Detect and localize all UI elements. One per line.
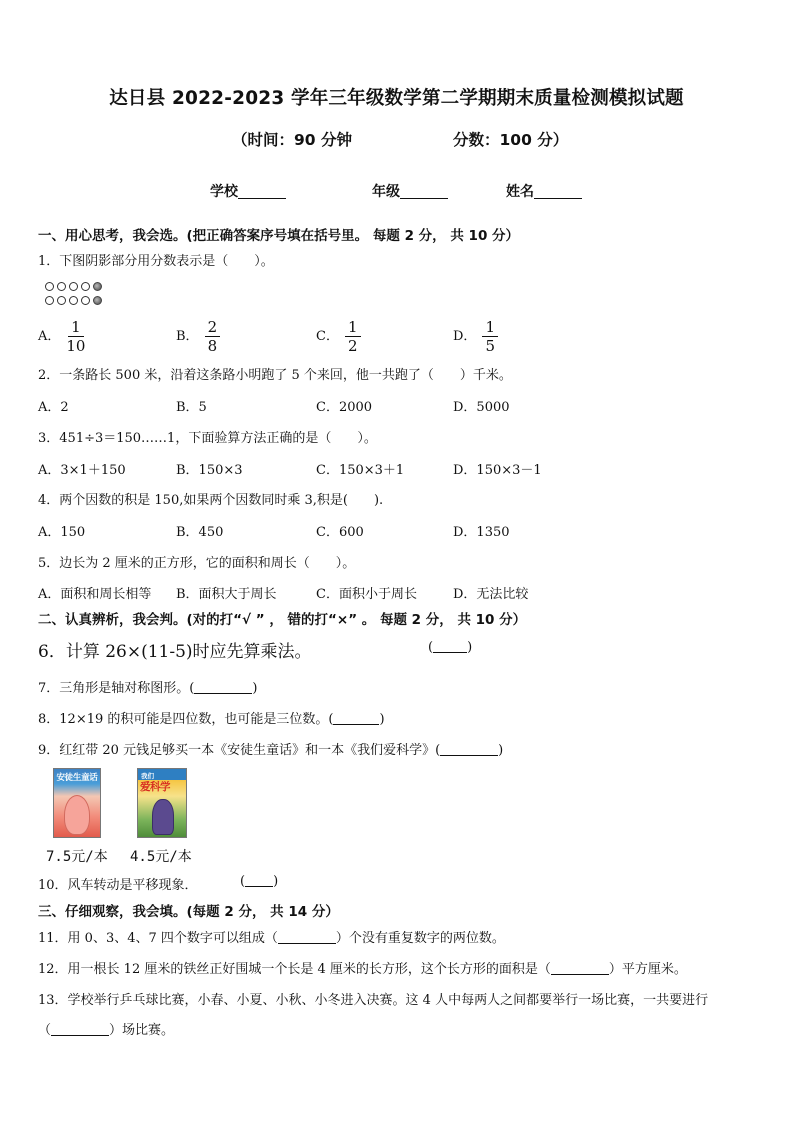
q12-text-b: ）平方厘米。 (608, 962, 687, 977)
question-5: 5．边长为 2 厘米的正方形，它的面积和周长（ ）。 (38, 556, 356, 571)
circle (57, 296, 66, 305)
fraction (66, 318, 85, 355)
q2-option-b: B．5 (176, 400, 207, 415)
question-2: 2．一条路长 500 米，沿着这条路小明跑了 5 个来回，他一共跑了（ ）千米。 (38, 368, 512, 383)
book1-price: 7.5元/本 (46, 849, 108, 865)
name-label: 姓名 (506, 184, 534, 200)
question-10: 10．风车转动是平移现象． (38, 878, 198, 893)
denominator: 8 (207, 337, 218, 355)
question-1: 1．下图阴影部分用分数表示是（ ）。 (38, 254, 274, 269)
blank-line (51, 1023, 109, 1036)
blank-line (333, 712, 379, 725)
blank-line (551, 962, 609, 975)
school-field (210, 181, 286, 201)
q11-text-b: ）个没有重复数字的两位数。 (335, 931, 505, 946)
q2-option-a: A．2 (38, 400, 69, 415)
blank-line (245, 874, 273, 887)
book2-price: 4.5元/本 (130, 849, 192, 865)
section-1-heading: 一、用心思考，我会选。(把正确答案序号填在括号里。 每题 2 分， 共 10 分） (38, 228, 520, 244)
fraction (205, 318, 221, 355)
grade-blank (400, 184, 448, 199)
blank-line (278, 931, 336, 944)
denominator: 2 (347, 337, 358, 355)
question-4: 4．两个因数的积是 150,如果两个因数同时乘 3,积是( ). (38, 493, 384, 508)
q1-option-a (38, 318, 85, 355)
option-label: D． (453, 329, 477, 344)
book2-title-main: 爱科学 (140, 781, 170, 793)
book2-title-top: 我们 (141, 772, 154, 780)
question-11 (38, 927, 505, 946)
q4-option-a: A．150 (38, 525, 86, 540)
numerator: 1 (68, 318, 84, 337)
q3-option-d: D．150×3－1 (453, 463, 542, 478)
name-blank (534, 184, 582, 199)
q1-option-b (176, 318, 220, 355)
q3-option-a: A．3×1＋150 (38, 463, 126, 478)
q12-text-a: 12．用一根长 12 厘米的铁丝正好围城一个长是 4 厘米的长方形，这个长方形的面积是（ (38, 962, 551, 977)
question-12 (38, 958, 687, 977)
q10-answer-blank: ( ) (240, 874, 279, 889)
name-field (506, 181, 582, 201)
q5-option-b: B．面积大于周长 (176, 587, 277, 602)
exam-title: 达日县 2022-2023 学年三年级数学第二学期期末质量检测模拟试题 (109, 88, 684, 109)
school-blank (238, 184, 286, 199)
question-13: 13．学校举行乒乓球比赛，小春、小夏、小秋、小冬进入决赛。这 4 人中每两人之间都要举行一场比赛，一共要进行 (38, 993, 709, 1008)
section-3-heading: 三、仔细观察，我会填。(每题 2 分， 共 14 分） (38, 904, 339, 920)
option-label: A． (38, 329, 61, 344)
blank-line (440, 743, 498, 756)
fraction (482, 318, 498, 355)
q1-option-c (316, 318, 361, 355)
grade-field (372, 181, 448, 201)
question-9: 9．红红带 20 元钱足够买一本《安徒生童话》和一本《我们爱科学》( ) (38, 743, 504, 758)
fraction (345, 318, 361, 355)
q4-option-c: C．600 (316, 525, 364, 540)
circles-row-2 (45, 296, 102, 305)
shaded-circle (93, 282, 102, 291)
grade-label: 年级 (372, 184, 400, 200)
denominator: 5 (485, 337, 495, 355)
q5-option-a: A．面积和周长相等 (38, 587, 152, 602)
circle (45, 296, 54, 305)
circle (57, 282, 66, 291)
book1-illustration (64, 795, 90, 835)
q5-option-c: C．面积小于周长 (316, 587, 417, 602)
book1-title: 安徒生童话 (56, 773, 98, 783)
circle (69, 296, 78, 305)
exam-score: 分数：100 分） (453, 131, 569, 149)
circle (45, 282, 54, 291)
q5-option-d: D．无法比较 (453, 587, 529, 602)
q3-option-c: C．150×3＋1 (316, 463, 405, 478)
numerator: 1 (482, 318, 498, 337)
circle (69, 282, 78, 291)
book-cover-andersen (53, 768, 101, 838)
option-label: B． (176, 329, 199, 344)
circle (81, 282, 90, 291)
blank-line (433, 640, 467, 653)
q2-option-d: D．5000 (453, 400, 510, 415)
option-label: C． (316, 329, 339, 344)
q6-answer-blank: ( ) (428, 640, 473, 655)
q4-option-d: D．1350 (453, 525, 510, 540)
question-13-cont: （ ）场比赛。 (38, 1023, 175, 1038)
numerator: 1 (345, 318, 361, 337)
numerator: 2 (205, 318, 221, 337)
exam-time: （时间：90 分钟 (232, 131, 352, 149)
q7-text: 7．三角形是轴对称图形。( (38, 681, 195, 696)
q1-option-d (453, 318, 498, 355)
school-label: 学校 (210, 184, 238, 200)
shaded-circle (93, 296, 102, 305)
question-8: 8．12×19 的积可能是四位数，也可能是三位数。( ) (38, 712, 385, 727)
section-2-heading: 二、认真辨析，我会判。(对的打“√ ” ， 错的打“×” 。 每题 2 分， 共 10 分） (38, 612, 527, 628)
circle (81, 296, 90, 305)
question-6: 6．计算 26×(11-5)时应先算乘法。 (38, 642, 312, 662)
denominator: 10 (66, 337, 86, 355)
q8-text: 8．12×19 的积可能是四位数，也可能是三位数。( (38, 712, 334, 727)
book2-illustration (152, 799, 174, 835)
q4-option-b: B．450 (176, 525, 224, 540)
q2-option-c: C．2000 (316, 400, 373, 415)
question-7: 7．三角形是轴对称图形。( ) (38, 681, 258, 696)
question-3: 3．451÷3＝150……1，下面验算方法正确的是（ ）。 (38, 431, 377, 446)
q9-text: 9．红红带 20 元钱足够买一本《安徒生童话》和一本《我们爱科学》( (38, 743, 441, 758)
circles-figure (45, 282, 102, 310)
book-cover-science (137, 768, 187, 838)
q11-text-a: 11．用 0、3、4、7 四个数字可以组成（ (38, 931, 278, 946)
q3-option-b: B．150×3 (176, 463, 243, 478)
circles-row-1 (45, 282, 102, 291)
q13-text-b: ）场比赛。 (109, 1023, 175, 1038)
blank-line (194, 681, 252, 694)
